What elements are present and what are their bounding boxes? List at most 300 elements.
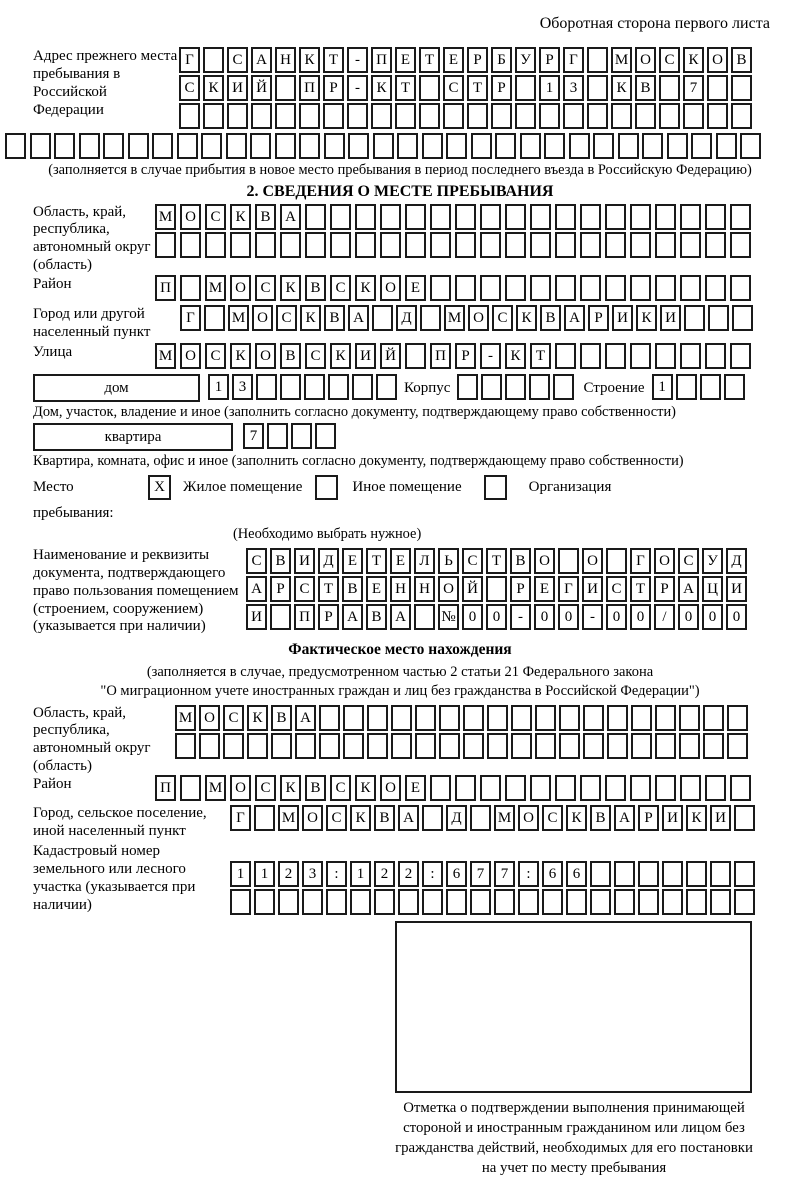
char-cell[interactable]: К (371, 75, 392, 101)
char-cell[interactable]: 2 (374, 861, 395, 887)
char-cell[interactable] (518, 889, 539, 915)
char-cell[interactable] (515, 75, 536, 101)
char-cell[interactable]: Р (455, 343, 476, 369)
char-cell[interactable] (319, 733, 340, 759)
char-cell[interactable] (455, 232, 476, 258)
char-cell[interactable]: К (300, 305, 321, 331)
char-cell[interactable]: С (205, 204, 226, 230)
char-cell[interactable]: С (255, 275, 276, 301)
char-cell[interactable]: О (302, 805, 323, 831)
char-cell[interactable] (587, 103, 608, 129)
char-cell[interactable]: А (348, 305, 369, 331)
char-cell[interactable]: И (726, 576, 747, 602)
char-cell[interactable]: Е (534, 576, 555, 602)
char-cell[interactable] (270, 604, 291, 630)
char-cell[interactable] (705, 232, 726, 258)
char-cell[interactable] (691, 133, 712, 159)
char-cell[interactable] (439, 733, 460, 759)
char-cell[interactable]: Т (318, 576, 339, 602)
char-cell[interactable] (511, 733, 532, 759)
char-cell[interactable] (467, 103, 488, 129)
char-cell[interactable] (605, 343, 626, 369)
char-cell[interactable] (535, 705, 556, 731)
char-cell[interactable]: - (480, 343, 501, 369)
char-cell[interactable] (380, 232, 401, 258)
char-cell[interactable]: К (203, 75, 224, 101)
char-cell[interactable]: М (155, 204, 176, 230)
char-cell[interactable]: 1 (208, 374, 229, 400)
char-cell[interactable]: К (566, 805, 587, 831)
char-cell[interactable] (391, 733, 412, 759)
char-cell[interactable]: У (702, 548, 723, 574)
char-cell[interactable] (731, 75, 752, 101)
char-cell[interactable]: 0 (486, 604, 507, 630)
char-cell[interactable]: 0 (462, 604, 483, 630)
char-cell[interactable]: Р (638, 805, 659, 831)
char-cell[interactable] (350, 889, 371, 915)
char-cell[interactable]: В (270, 548, 291, 574)
char-cell[interactable] (299, 133, 320, 159)
char-cell[interactable] (103, 133, 124, 159)
char-cell[interactable]: 1 (350, 861, 371, 887)
char-cell[interactable]: - (582, 604, 603, 630)
char-cell[interactable] (487, 733, 508, 759)
char-cell[interactable] (505, 775, 526, 801)
char-cell[interactable]: В (635, 75, 656, 101)
char-cell[interactable]: И (612, 305, 633, 331)
char-cell[interactable] (555, 232, 576, 258)
char-cell[interactable]: В (271, 705, 292, 731)
char-cell[interactable] (606, 548, 627, 574)
char-cell[interactable]: Е (443, 47, 464, 73)
char-cell[interactable] (655, 775, 676, 801)
char-cell[interactable]: М (175, 705, 196, 731)
char-cell[interactable] (278, 889, 299, 915)
char-cell[interactable] (680, 232, 701, 258)
char-cell[interactable] (530, 204, 551, 230)
char-cell[interactable] (177, 133, 198, 159)
char-cell[interactable] (680, 775, 701, 801)
char-cell[interactable] (180, 275, 201, 301)
char-cell[interactable] (481, 374, 502, 400)
char-cell[interactable] (405, 343, 426, 369)
char-cell[interactable]: Е (395, 47, 416, 73)
char-cell[interactable] (330, 232, 351, 258)
char-cell[interactable]: О (252, 305, 273, 331)
char-cell[interactable] (655, 275, 676, 301)
char-cell[interactable]: О (199, 705, 220, 731)
char-cell[interactable] (395, 103, 416, 129)
char-cell[interactable] (611, 103, 632, 129)
char-cell[interactable] (463, 705, 484, 731)
char-cell[interactable]: 7 (470, 861, 491, 887)
char-cell[interactable] (605, 232, 626, 258)
char-cell[interactable] (419, 103, 440, 129)
char-cell[interactable] (705, 775, 726, 801)
char-cell[interactable]: Д (726, 548, 747, 574)
char-cell[interactable]: А (251, 47, 272, 73)
char-cell[interactable] (487, 705, 508, 731)
char-cell[interactable]: С (659, 47, 680, 73)
char-cell[interactable] (655, 343, 676, 369)
char-cell[interactable]: 2 (398, 861, 419, 887)
char-cell[interactable] (422, 133, 443, 159)
char-cell[interactable] (376, 374, 397, 400)
char-cell[interactable] (305, 204, 326, 230)
char-cell[interactable]: А (295, 705, 316, 731)
char-cell[interactable]: К (683, 47, 704, 73)
char-cell[interactable]: А (246, 576, 267, 602)
char-cell[interactable]: 1 (539, 75, 560, 101)
char-cell[interactable] (703, 705, 724, 731)
char-cell[interactable]: П (299, 75, 320, 101)
char-cell[interactable] (304, 374, 325, 400)
char-cell[interactable] (583, 705, 604, 731)
char-cell[interactable] (630, 775, 651, 801)
char-cell[interactable]: М (278, 805, 299, 831)
char-cell[interactable]: К (516, 305, 537, 331)
char-cell[interactable] (686, 861, 707, 887)
char-cell[interactable] (180, 775, 201, 801)
char-cell[interactable] (655, 232, 676, 258)
char-cell[interactable]: В (324, 305, 345, 331)
char-cell[interactable]: Й (251, 75, 272, 101)
char-cell[interactable] (642, 133, 663, 159)
char-cell[interactable] (405, 204, 426, 230)
char-cell[interactable]: : (326, 861, 347, 887)
char-cell[interactable]: Д (446, 805, 467, 831)
char-cell[interactable] (679, 705, 700, 731)
char-cell[interactable] (511, 705, 532, 731)
char-cell[interactable] (430, 204, 451, 230)
char-cell[interactable] (727, 705, 748, 731)
char-cell[interactable]: В (510, 548, 531, 574)
char-cell[interactable] (179, 103, 200, 129)
char-cell[interactable] (583, 733, 604, 759)
char-cell[interactable]: Р (654, 576, 675, 602)
char-cell[interactable] (422, 889, 443, 915)
char-cell[interactable] (486, 576, 507, 602)
char-cell[interactable] (710, 861, 731, 887)
char-cell[interactable] (374, 889, 395, 915)
char-cell[interactable] (430, 275, 451, 301)
char-cell[interactable]: Р (323, 75, 344, 101)
char-cell[interactable]: О (230, 775, 251, 801)
char-cell[interactable]: Р (588, 305, 609, 331)
char-cell[interactable] (291, 423, 312, 449)
char-cell[interactable] (705, 343, 726, 369)
char-cell[interactable]: - (510, 604, 531, 630)
char-cell[interactable] (659, 103, 680, 129)
char-cell[interactable]: В (731, 47, 752, 73)
char-cell[interactable] (420, 305, 441, 331)
char-cell[interactable] (343, 705, 364, 731)
char-cell[interactable]: Е (366, 576, 387, 602)
char-cell[interactable]: К (280, 275, 301, 301)
char-cell[interactable] (275, 75, 296, 101)
char-cell[interactable] (662, 889, 683, 915)
char-cell[interactable]: Й (380, 343, 401, 369)
char-cell[interactable] (505, 204, 526, 230)
char-cell[interactable]: Е (342, 548, 363, 574)
char-cell[interactable]: М (494, 805, 515, 831)
char-cell[interactable]: 3 (232, 374, 253, 400)
char-cell[interactable] (667, 133, 688, 159)
char-cell[interactable]: О (180, 343, 201, 369)
char-cell[interactable] (255, 232, 276, 258)
char-cell[interactable]: 1 (254, 861, 275, 887)
char-cell[interactable] (684, 305, 705, 331)
char-cell[interactable] (446, 133, 467, 159)
char-cell[interactable]: И (227, 75, 248, 101)
char-cell[interactable]: С (678, 548, 699, 574)
char-cell[interactable] (542, 889, 563, 915)
char-cell[interactable]: С (179, 75, 200, 101)
char-cell[interactable]: С (542, 805, 563, 831)
char-cell[interactable]: Г (180, 305, 201, 331)
char-cell[interactable] (569, 133, 590, 159)
char-cell[interactable]: М (205, 275, 226, 301)
char-cell[interactable]: Т (486, 548, 507, 574)
char-cell[interactable] (79, 133, 100, 159)
char-cell[interactable] (638, 861, 659, 887)
char-cell[interactable]: 3 (563, 75, 584, 101)
char-cell[interactable] (480, 204, 501, 230)
char-cell[interactable]: Т (530, 343, 551, 369)
char-cell[interactable] (605, 204, 626, 230)
char-cell[interactable]: Г (563, 47, 584, 73)
char-cell[interactable] (275, 103, 296, 129)
char-cell[interactable] (230, 232, 251, 258)
char-cell[interactable] (267, 423, 288, 449)
char-cell[interactable] (529, 374, 550, 400)
char-cell[interactable] (54, 133, 75, 159)
char-cell[interactable] (328, 374, 349, 400)
char-cell[interactable]: К (686, 805, 707, 831)
char-cell[interactable] (275, 133, 296, 159)
char-cell[interactable]: Р (510, 576, 531, 602)
char-cell[interactable]: С (294, 576, 315, 602)
char-cell[interactable] (703, 733, 724, 759)
char-cell[interactable]: Т (323, 47, 344, 73)
char-cell[interactable] (580, 232, 601, 258)
char-cell[interactable]: Г (179, 47, 200, 73)
char-cell[interactable]: Н (275, 47, 296, 73)
char-cell[interactable] (605, 275, 626, 301)
char-cell[interactable] (455, 204, 476, 230)
char-cell[interactable]: И (355, 343, 376, 369)
char-cell[interactable] (201, 133, 222, 159)
char-cell[interactable]: Е (390, 548, 411, 574)
char-cell[interactable] (530, 275, 551, 301)
char-cell[interactable]: Р (318, 604, 339, 630)
char-cell[interactable]: Т (366, 548, 387, 574)
char-cell[interactable]: Т (395, 75, 416, 101)
char-cell[interactable]: 7 (243, 423, 264, 449)
char-cell[interactable]: В (305, 275, 326, 301)
char-cell[interactable] (555, 275, 576, 301)
char-cell[interactable] (315, 423, 336, 449)
char-cell[interactable]: М (205, 775, 226, 801)
char-cell[interactable] (414, 604, 435, 630)
char-cell[interactable] (398, 889, 419, 915)
char-cell[interactable]: О (582, 548, 603, 574)
char-cell[interactable] (480, 275, 501, 301)
char-cell[interactable]: Г (630, 548, 651, 574)
char-cell[interactable]: Ц (702, 576, 723, 602)
char-cell[interactable]: 6 (446, 861, 467, 887)
char-cell[interactable] (555, 343, 576, 369)
char-cell[interactable] (271, 733, 292, 759)
char-cell[interactable]: К (505, 343, 526, 369)
char-cell[interactable] (326, 889, 347, 915)
char-cell[interactable] (566, 889, 587, 915)
char-cell[interactable]: П (371, 47, 392, 73)
char-cell[interactable] (455, 775, 476, 801)
char-cell[interactable] (5, 133, 26, 159)
char-cell[interactable] (128, 133, 149, 159)
char-cell[interactable] (732, 305, 753, 331)
char-cell[interactable]: Г (558, 576, 579, 602)
char-cell[interactable]: С (492, 305, 513, 331)
char-cell[interactable] (544, 133, 565, 159)
char-cell[interactable]: А (614, 805, 635, 831)
char-cell[interactable]: И (710, 805, 731, 831)
char-cell[interactable]: П (155, 275, 176, 301)
char-cell[interactable]: С (305, 343, 326, 369)
char-cell[interactable]: А (390, 604, 411, 630)
char-cell[interactable] (251, 103, 272, 129)
char-cell[interactable]: И (246, 604, 267, 630)
char-cell[interactable]: Р (270, 576, 291, 602)
char-cell[interactable] (530, 232, 551, 258)
char-cell[interactable]: 7 (494, 861, 515, 887)
char-cell[interactable] (655, 733, 676, 759)
char-cell[interactable]: О (534, 548, 555, 574)
char-cell[interactable] (630, 275, 651, 301)
char-cell[interactable] (580, 204, 601, 230)
char-cell[interactable] (563, 103, 584, 129)
char-cell[interactable]: Н (390, 576, 411, 602)
char-cell[interactable] (415, 733, 436, 759)
char-cell[interactable]: А (564, 305, 585, 331)
char-cell[interactable]: 0 (702, 604, 723, 630)
char-cell[interactable]: К (299, 47, 320, 73)
char-cell[interactable]: С (326, 805, 347, 831)
char-cell[interactable]: К (230, 204, 251, 230)
char-cell[interactable]: И (662, 805, 683, 831)
checkbox-org[interactable] (484, 475, 507, 500)
char-cell[interactable]: 1 (652, 374, 673, 400)
char-cell[interactable] (415, 705, 436, 731)
char-cell[interactable] (590, 861, 611, 887)
char-cell[interactable]: К (230, 343, 251, 369)
char-cell[interactable] (463, 733, 484, 759)
char-cell[interactable] (630, 232, 651, 258)
char-cell[interactable] (705, 275, 726, 301)
char-cell[interactable]: Г (230, 805, 251, 831)
char-cell[interactable]: В (280, 343, 301, 369)
char-cell[interactable] (730, 204, 751, 230)
char-cell[interactable]: 3 (302, 861, 323, 887)
char-cell[interactable] (520, 133, 541, 159)
char-cell[interactable]: В (366, 604, 387, 630)
char-cell[interactable]: Д (396, 305, 417, 331)
char-cell[interactable] (553, 374, 574, 400)
char-cell[interactable] (204, 305, 225, 331)
char-cell[interactable]: К (636, 305, 657, 331)
char-cell[interactable]: - (347, 75, 368, 101)
char-cell[interactable] (587, 75, 608, 101)
char-cell[interactable] (494, 889, 515, 915)
char-cell[interactable] (730, 343, 751, 369)
char-cell[interactable]: С (462, 548, 483, 574)
char-cell[interactable]: № (438, 604, 459, 630)
char-cell[interactable]: К (247, 705, 268, 731)
char-cell[interactable] (700, 374, 721, 400)
char-cell[interactable] (716, 133, 737, 159)
char-cell[interactable]: А (398, 805, 419, 831)
char-cell[interactable] (203, 103, 224, 129)
char-cell[interactable] (635, 103, 656, 129)
char-cell[interactable]: С (223, 705, 244, 731)
char-cell[interactable] (155, 232, 176, 258)
char-cell[interactable] (734, 805, 755, 831)
char-cell[interactable]: 0 (630, 604, 651, 630)
char-cell[interactable]: В (255, 204, 276, 230)
char-cell[interactable] (254, 889, 275, 915)
char-cell[interactable] (580, 775, 601, 801)
char-cell[interactable]: О (654, 548, 675, 574)
char-cell[interactable]: М (155, 343, 176, 369)
char-cell[interactable] (319, 705, 340, 731)
char-cell[interactable]: С (255, 775, 276, 801)
char-cell[interactable] (491, 103, 512, 129)
char-cell[interactable] (391, 705, 412, 731)
char-cell[interactable] (593, 133, 614, 159)
char-cell[interactable]: Р (467, 47, 488, 73)
char-cell[interactable] (470, 889, 491, 915)
char-cell[interactable]: Ь (438, 548, 459, 574)
char-cell[interactable] (559, 733, 580, 759)
char-cell[interactable] (605, 775, 626, 801)
char-cell[interactable] (305, 232, 326, 258)
char-cell[interactable] (680, 204, 701, 230)
char-cell[interactable] (638, 889, 659, 915)
char-cell[interactable] (348, 133, 369, 159)
char-cell[interactable]: В (342, 576, 363, 602)
char-cell[interactable] (371, 103, 392, 129)
char-cell[interactable]: С (443, 75, 464, 101)
char-cell[interactable]: М (611, 47, 632, 73)
char-cell[interactable]: М (444, 305, 465, 331)
char-cell[interactable]: 7 (683, 75, 704, 101)
char-cell[interactable] (367, 705, 388, 731)
char-cell[interactable] (280, 374, 301, 400)
char-cell[interactable] (227, 103, 248, 129)
char-cell[interactable]: К (330, 343, 351, 369)
char-cell[interactable] (740, 133, 761, 159)
char-cell[interactable] (223, 733, 244, 759)
char-cell[interactable] (680, 275, 701, 301)
char-cell[interactable] (471, 133, 492, 159)
char-cell[interactable] (734, 889, 755, 915)
char-cell[interactable] (580, 275, 601, 301)
char-cell[interactable] (205, 232, 226, 258)
char-cell[interactable] (630, 343, 651, 369)
char-cell[interactable] (446, 889, 467, 915)
char-cell[interactable] (254, 805, 275, 831)
